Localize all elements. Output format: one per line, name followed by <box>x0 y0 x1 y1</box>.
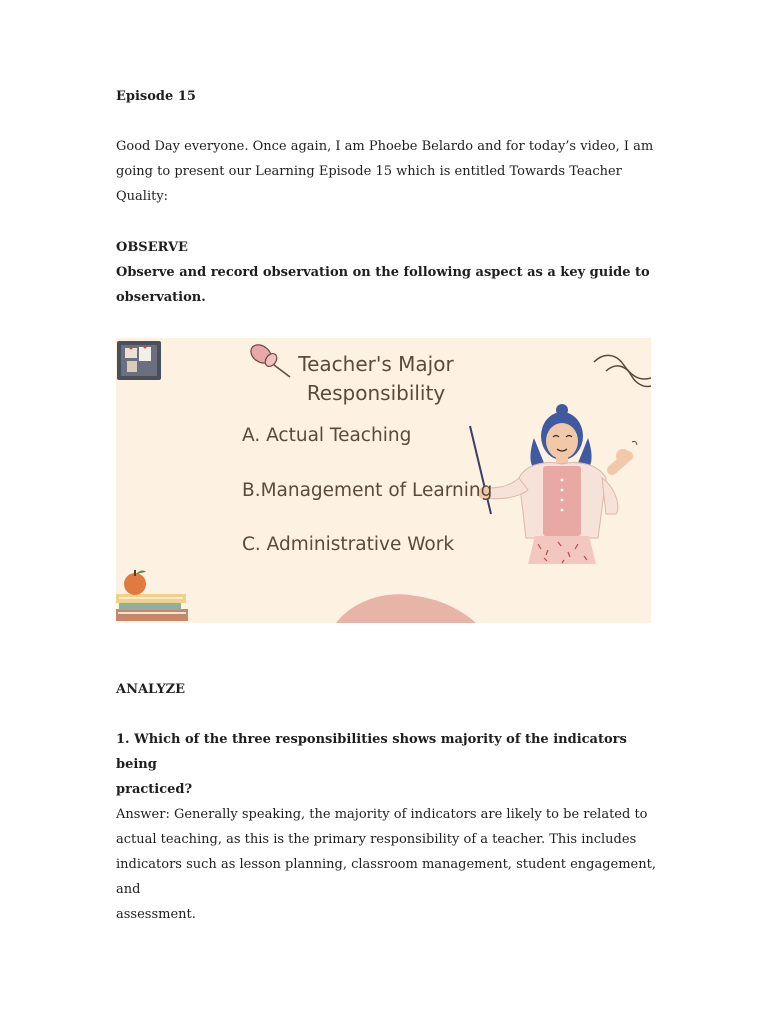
intro-paragraph <box>116 134 656 209</box>
books-and-apple-icon <box>116 570 188 621</box>
episode-title: Episode 15 <box>116 89 196 104</box>
slide-title <box>266 350 486 408</box>
observe-instruction-line-2: observation. <box>116 290 206 305</box>
question-1 <box>116 727 656 802</box>
teacher-illustration <box>478 404 637 564</box>
intro-line-2: going to present our Learning Episode 15 which is entitled Towards Teacher Quality: <box>116 164 622 204</box>
analyze-heading: ANALYZE <box>116 682 186 697</box>
responsibility-slide-image <box>116 338 651 623</box>
answer-1-line-1: Answer: Generally speaking, the majority of indicators are likely to be related to <box>116 807 648 822</box>
question-1-line-2: practiced? <box>116 782 193 797</box>
answer-1 <box>116 802 656 927</box>
answer-1-line-4: assessment. <box>116 907 196 922</box>
answer-1-line-2: actual teaching, as this is the primary responsibility of a teacher. This includes <box>116 832 637 847</box>
observe-instruction <box>116 260 656 310</box>
answer-1-line-3: indicators such as lesson planning, classroom management, student engagement, and <box>116 857 656 897</box>
intro-line-1: Good Day everyone. Once again, I am Phoebe Belardo and for today’s video, I am <box>116 139 654 154</box>
observe-heading: OBSERVE <box>116 240 188 255</box>
slide-item-management-of-learning: B.Management of Learning <box>242 480 493 501</box>
slide-item-administrative-work: C. Administrative Work <box>242 534 455 555</box>
blob-decoration <box>336 594 476 623</box>
bulletin-board-icon <box>117 341 161 380</box>
question-1-line-1: 1. Which of the three responsibilities shows majority of the indicators being <box>116 732 627 772</box>
slide-title-line-1: Teacher's Major <box>298 352 454 376</box>
slide-item-actual-teaching: A. Actual Teaching <box>242 425 412 446</box>
slide-title-line-2: Responsibility <box>306 381 446 405</box>
observe-instruction-line-1: Observe and record observation on the following aspect as a key guide to <box>116 265 650 280</box>
